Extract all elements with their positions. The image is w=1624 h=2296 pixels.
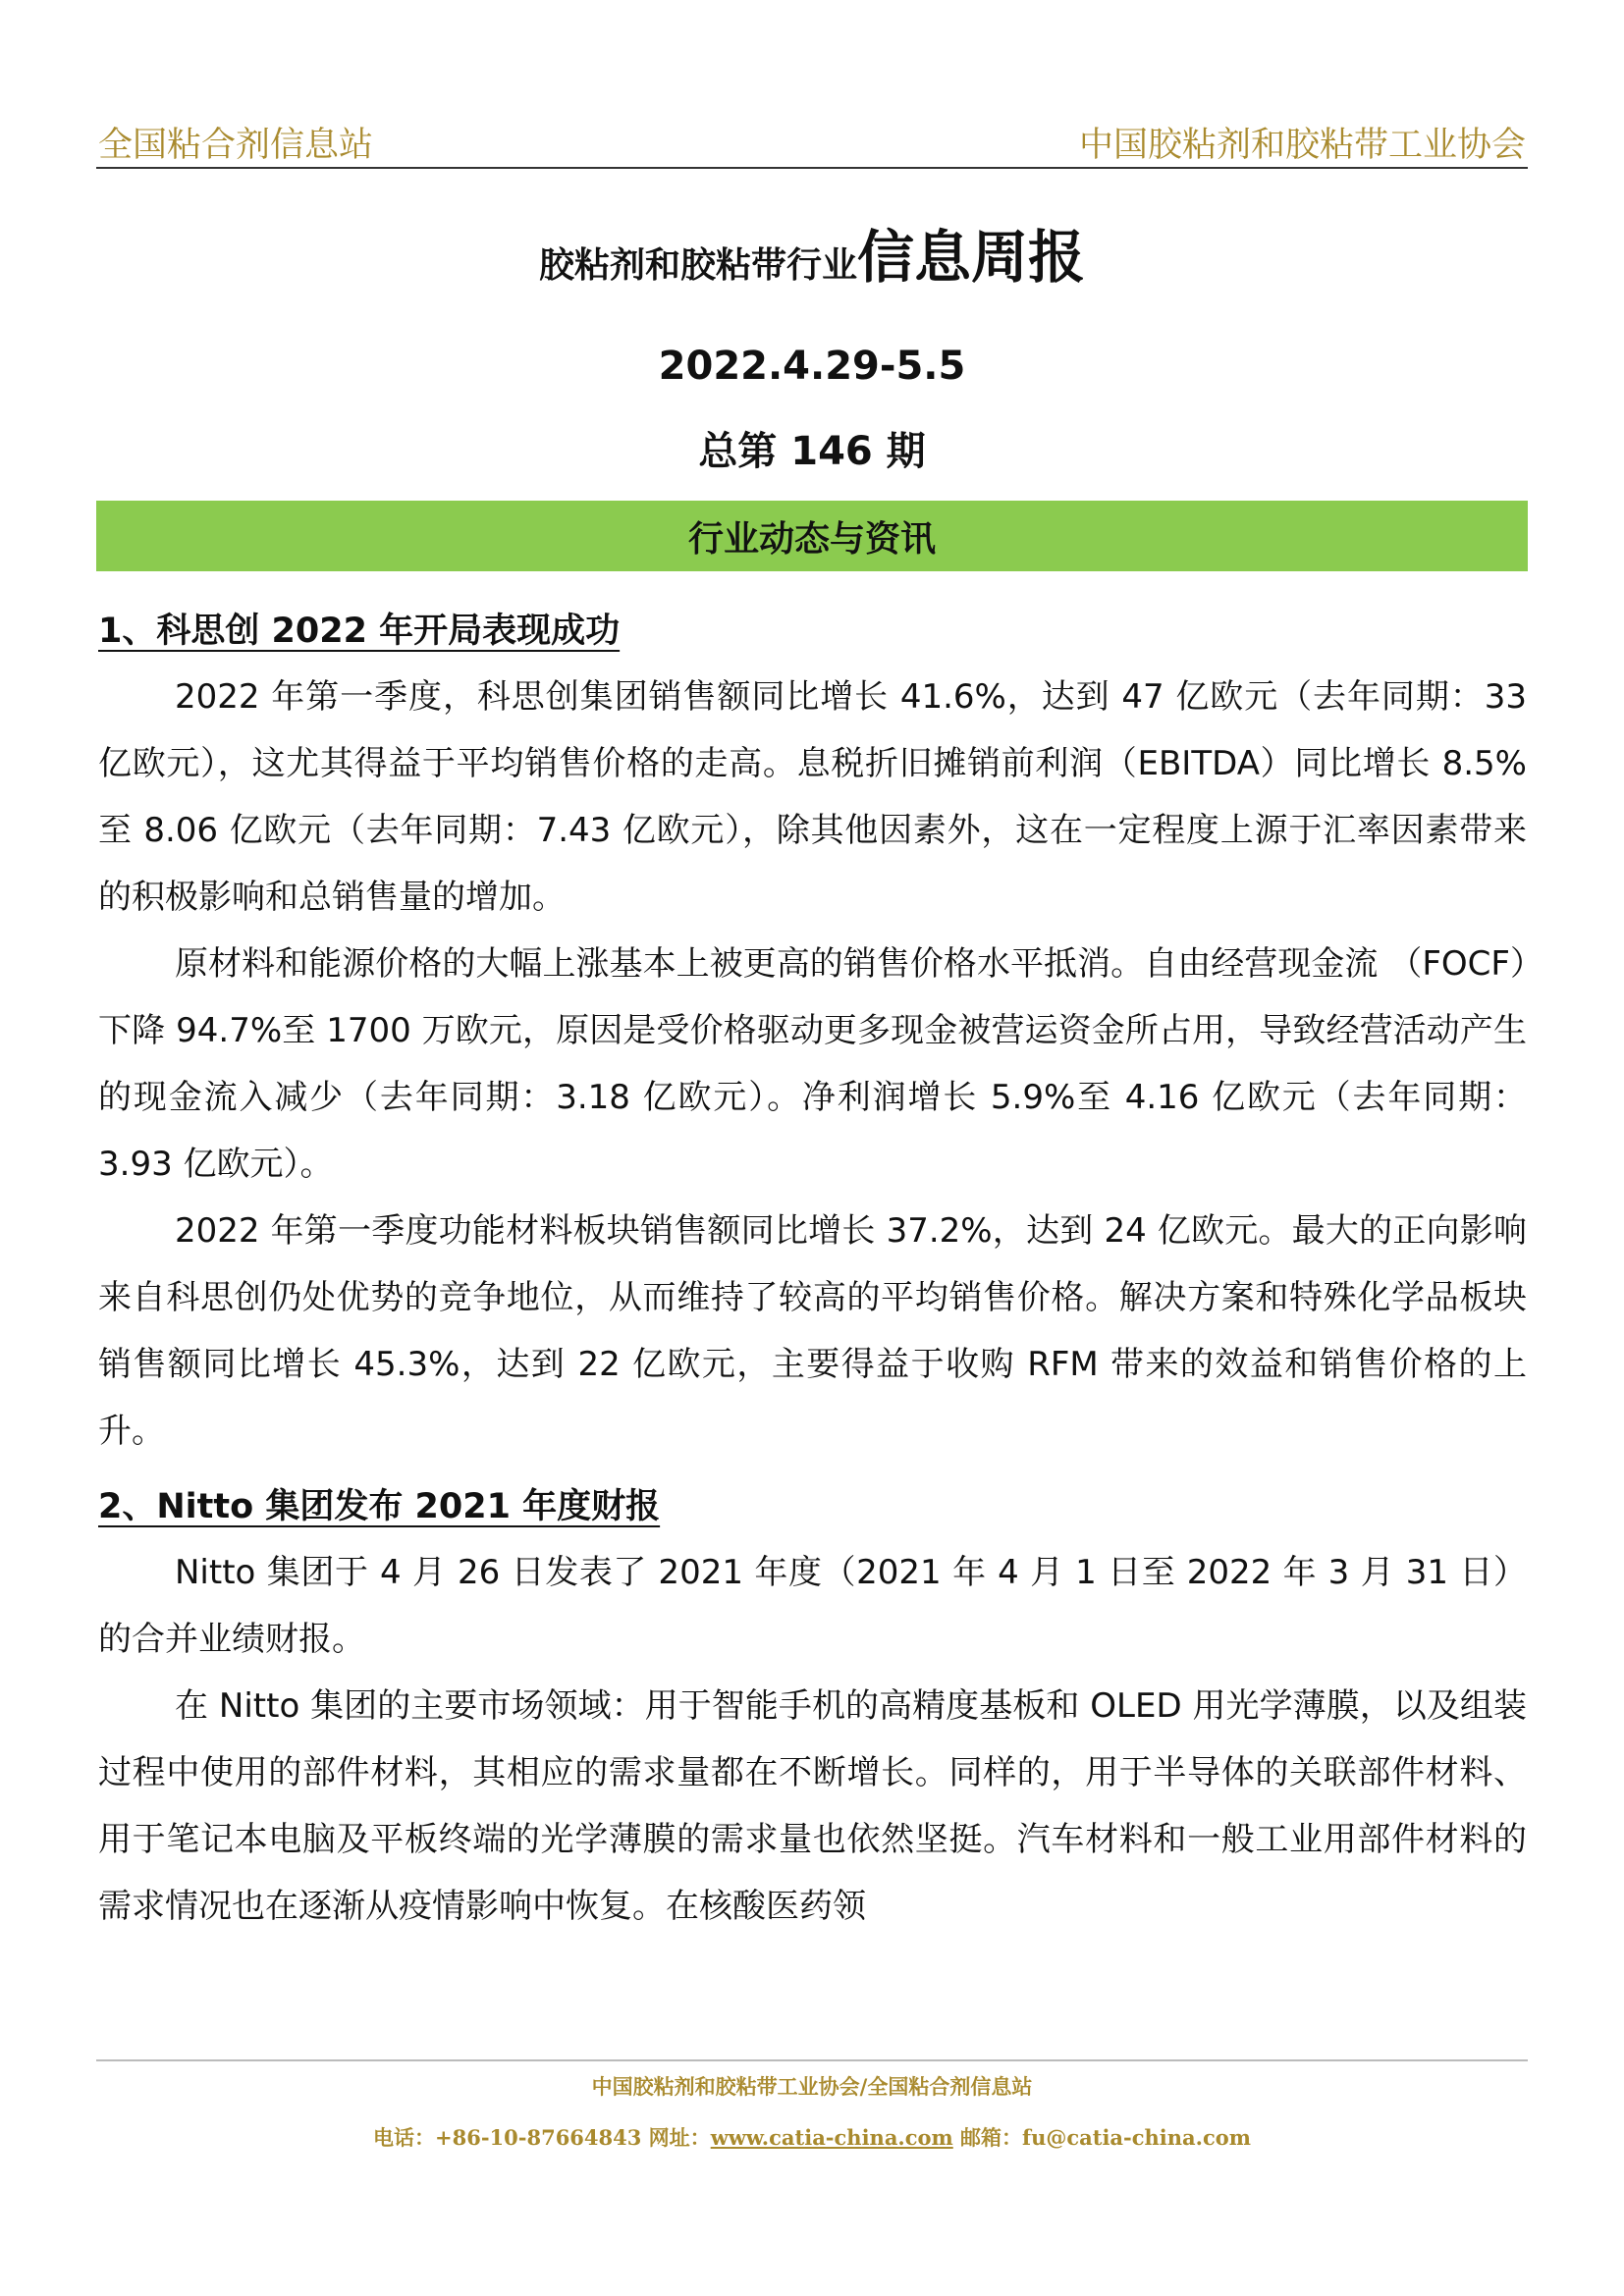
footer-divider [96, 2059, 1528, 2061]
article-paragraph: 原材料和能源价格的大幅上涨基本上被更高的销售价格水平抵消。自由经营现金流 （FOCF）下降 94.7%至 1700 万欧元，原因是受价格驱动更多现金被营运资金所占用，导致经营活动产生的现金流入减少（去年同期：3.18 亿欧元）。净利润增长 5.9%至 4.16 亿欧元（去年同期：3.93 亿欧元）。 [98, 944, 1527, 1184]
footer-organization: 中国胶粘剂和胶粘带工业协会/全国粘合剂信息站 [591, 2074, 1033, 2099]
article-paragraph: 2022 年第一季度功能材料板块销售额同比增长 37.2%，达到 24 亿欧元。最大的正向影响来自科思创仍处优势的竞争地位，从而维持了较高的平均销售价格。解决方案和特殊化学品板块销售额同比增长 45.3%，达到 22 亿欧元，主要得益于收购 RFM 带来的效益和销售价格的上升。 [98, 1211, 1527, 1451]
footer-email: 邮箱：fu@catia-china.com [952, 2125, 1251, 2150]
section-title: 行业动态与资讯 [687, 518, 936, 560]
title-main: 信息周报 [857, 224, 1086, 291]
header-association-name: 中国胶粘剂和胶粘带工业协会 [1078, 126, 1526, 165]
header-divider [96, 167, 1528, 169]
article-paragraph: 2022 年第一季度，科思创集团销售额同比增长 41.6%，达到 47 亿欧元（去年同期：33 亿欧元），这尤其得益于平均销售价格的走高。息税折旧摊销前利润（EBITDA）同比增长 8.5%至 8.06 亿欧元（去年同期：7.43 亿欧元），除其他因素外，这在一定程度上源于汇率因素带来的积极影响和总销售量的增加。 [98, 677, 1527, 917]
header-site-name: 全国粘合剂信息站 [98, 126, 374, 165]
footer-website-link[interactable]: www.catia-china.com [710, 2125, 953, 2150]
article-paragraph: Nitto 集团于 4 月 26 日发表了 2021 年度（2021 年 4 月 1 日至 2022 年 3 月 31 日）的合并业绩财报。 [98, 1553, 1527, 1659]
footer-phone: 电话：+86-10-87664843 网址： [373, 2125, 711, 2150]
title-prefix: 胶粘剂和胶粘带行业 [538, 245, 857, 286]
section-banner [96, 501, 1528, 571]
article-heading: 1、科思创 2022 年开局表现成功 [98, 612, 621, 651]
issue-number: 总第 146 期 [698, 429, 926, 474]
article-paragraph: 在 Nitto 集团的主要市场领域：用于智能手机的高精度基板和 OLED 用光学薄膜，以及组装过程中使用的部件材料，其相应的需求量都在不断增长。同样的，用于半导体的关联部件材料、用于笔记本电脑及平板终端的光学薄膜的需求量也依然坚挺。汽车材料和一般工业用部件材料的需求情况也在逐渐从疫情影响中恢复。在核酸医药领 [98, 1686, 1527, 1926]
date-range: 2022.4.29-5.5 [658, 344, 966, 389]
article-heading: 2、Nitto 集团发布 2021 年度财报 [98, 1487, 661, 1526]
footer-contact [0, 2122, 1624, 2152]
page-title [0, 211, 1624, 294]
